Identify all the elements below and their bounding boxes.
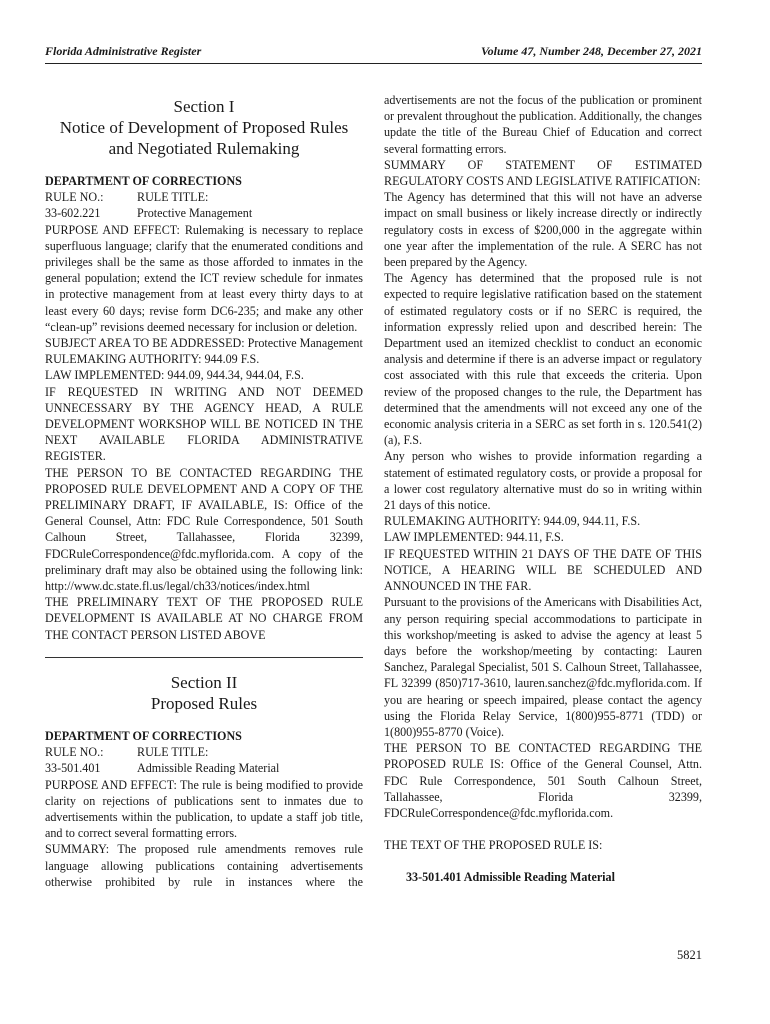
summary-paragraph-start: SUMMARY: The proposed rule amendments removes rule language allowing publications containing advertisements otherwise prohibited by rule in instances where the [45, 842, 363, 889]
header-publication-title: Florida Administrative Register [45, 44, 202, 58]
spacer [384, 821, 702, 837]
serc-paragraph: The Agency has determined that this will not have an adverse impact on small business or likely increase directly or indirectly regulatory costs in excess of $200,000 in the aggregate within one year after the implementation of the rule. A SERC has not been prepared by the Agency. [384, 190, 702, 270]
rule-title: Protective Management [137, 206, 253, 221]
rule-no: 33-602.221 [45, 206, 101, 221]
summary-paragraph-continued: advertisements are not the focus of the publication or prominent or prevalent throughout the publication. Additionally, the changes update the title of the Bureau Chief of Education and correct several formatting errors. [384, 93, 702, 156]
subject-paragraph: SUBJECT AREA TO BE ADDRESSED: Protective Management [45, 336, 363, 351]
contact-paragraph: THE PERSON TO BE CONTACTED REGARDING THE PROPOSED RULE IS: Office of the General Counsel, Attn. FDC Rule Correspondence, 501 South Calhoun Street, Tallahassee, Florida 32399, FDCRuleCorrespondence@fdc.myflorida.com. [384, 741, 702, 820]
section-1-number: Section I [173, 97, 235, 116]
section-2-number: Section II [170, 672, 238, 692]
rule-value-row [45, 205, 363, 221]
rule-title-label: RULE TITLE: [137, 745, 209, 760]
department-name: DEPARTMENT OF CORRECTIONS [45, 174, 242, 188]
preliminary-paragraph: THE PRELIMINARY TEXT OF THE PROPOSED RULE DEVELOPMENT IS AVAILABLE AT NO CHARGE FROM THE CONTACT PERSON LISTED ABOVE [45, 595, 363, 642]
right-column [384, 92, 702, 886]
rule-title-label: RULE TITLE: [137, 190, 209, 205]
rule-no-label: RULE NO.: [45, 190, 104, 205]
page-number: 5821 [677, 948, 702, 962]
department-name: DEPARTMENT OF CORRECTIONS [45, 728, 242, 743]
purpose-paragraph: PURPOSE AND EFFECT: Rulemaking is necessary to replace superfluous language; clarify that the enumerated conditions and privileges shall be the same as those afforded to inmates in the general population; extend the ICT review schedule for inmates in protective management from at least every thirty days to at least every 60 days; revise form DC6-235; and make any other “clean-up” revisions deemed necessary for inclusion or deletion. [45, 222, 363, 334]
section-divider [45, 657, 363, 658]
rule-title: Admissible Reading Material [137, 761, 280, 776]
hearing-paragraph: IF REQUESTED WITHIN 21 DAYS OF THE DATE OF THIS NOTICE, A HEARING WILL BE SCHEDULED AND ANNOUNCED IN THE FAR. [384, 546, 702, 594]
law-line: LAW IMPLEMENTED: 944.11, F.S. [384, 530, 564, 545]
left-column [45, 92, 363, 890]
header-volume-info: Volume 47, Number 248, December 27, 2021 [481, 44, 702, 58]
contact-paragraph: THE PERSON TO BE CONTACTED REGARDING THE PROPOSED RULE DEVELOPMENT AND A COPY OF THE PRELIMINARY DRAFT, IF AVAILABLE, IS: Office of the General Counsel, Attn: FDC Rule Correspondence, 501 South Calhoun Street, Tallahassee, Florida 32399, FDCRuleCorrespondence@fdc.myflorida.com. A copy of the preliminary draft may also be obtained using the following link: http://www.dc.state.fl.us/legal/ch33/notices/index.html [45, 465, 363, 594]
text-heading: THE TEXT OF THE PROPOSED RULE IS: [384, 838, 603, 853]
section-1-title-line: Notice of Development of Proposed Rules [59, 118, 349, 137]
purpose-paragraph: PURPOSE AND EFFECT: The rule is being modified to provide clarity on rejections of publications sent to inmates due to advertisements within the publication, to update a staff job title, and to correct several formatting errors. [45, 777, 363, 841]
rule-label-row [45, 189, 363, 205]
section-1-title-line: and Negotiated Rulemaking [108, 139, 300, 158]
rule-no: 33-501.401 [45, 761, 101, 776]
section-2-title-line: Proposed Rules [150, 693, 258, 713]
section-2-heading [45, 672, 363, 714]
serc-paragraph: The Agency has determined that the proposed rule is not expected to require legislative ratification based on the statement of estimated regulatory costs or if no SERC is required, the information expressly relied upon and described herein: The Department used an itemized checklist to conduct an economic analysis and determine if there is an adverse impact or regulatory cost associated with this rule that exceeds the criteria. Upon review of the proposed changes to the rule, the Department has determined that the amendments will not exceed any one of the economic analysis criteria in a SERC as set forth in s. 120.541(2)(a), F.S. [384, 271, 702, 448]
workshop-paragraph: IF REQUESTED IN WRITING AND NOT DEEMED UNNECESSARY BY THE AGENCY HEAD, A RULE DEVELOPMENT WORKSHOP WILL BE NOTICED IN THE NEXT AVAILABLE FLORIDA ADMINISTRATIVE REGISTER. [45, 384, 363, 464]
section-1-heading [45, 96, 363, 159]
spacer [384, 853, 702, 869]
header-divider [45, 63, 702, 64]
authority-line: RULEMAKING AUTHORITY: 944.09 F.S. [45, 352, 260, 367]
ada-paragraph: Pursuant to the provisions of the Americans with Disabilities Act, any person requiring special accommodations to participate in this workshop/meeting is asked to advise the agency at least 5 days before the workshop/meeting by contacting: Lauren Sanchez, Paralegal Specialist, 501 S. Calhoun Street, Tallahassee, FL 32399 (850)717-3610, lauren.sanchez@fdc.myflorida.com. If you are hearing or speech impaired, please contact the agency using the Florida Relay Service, 1(800)955-8771 (TDD) or 1(800)955-8770 (Voice). [384, 595, 702, 739]
rule-label-row [45, 744, 363, 760]
rule-no-label: RULE NO.: [45, 745, 104, 760]
authority-line: RULEMAKING AUTHORITY: 944.09, 944.11, F.S. [384, 514, 641, 529]
any-person-paragraph: Any person who wishes to provide information regarding a statement of estimated regulatory costs, or provide a proposal for a lower cost regulatory alternative must do so in writing within 21 days of this notice. [384, 449, 702, 513]
serc-heading: SUMMARY OF STATEMENT OF ESTIMATED REGULATORY COSTS AND LEGISLATIVE RATIFICATION: [384, 157, 702, 189]
law-line: LAW IMPLEMENTED: 944.09, 944.34, 944.04, F.S. [45, 368, 304, 383]
rule-value-row [45, 760, 363, 776]
rule-heading: 33-501.401 Admissible Reading Material [406, 870, 615, 885]
